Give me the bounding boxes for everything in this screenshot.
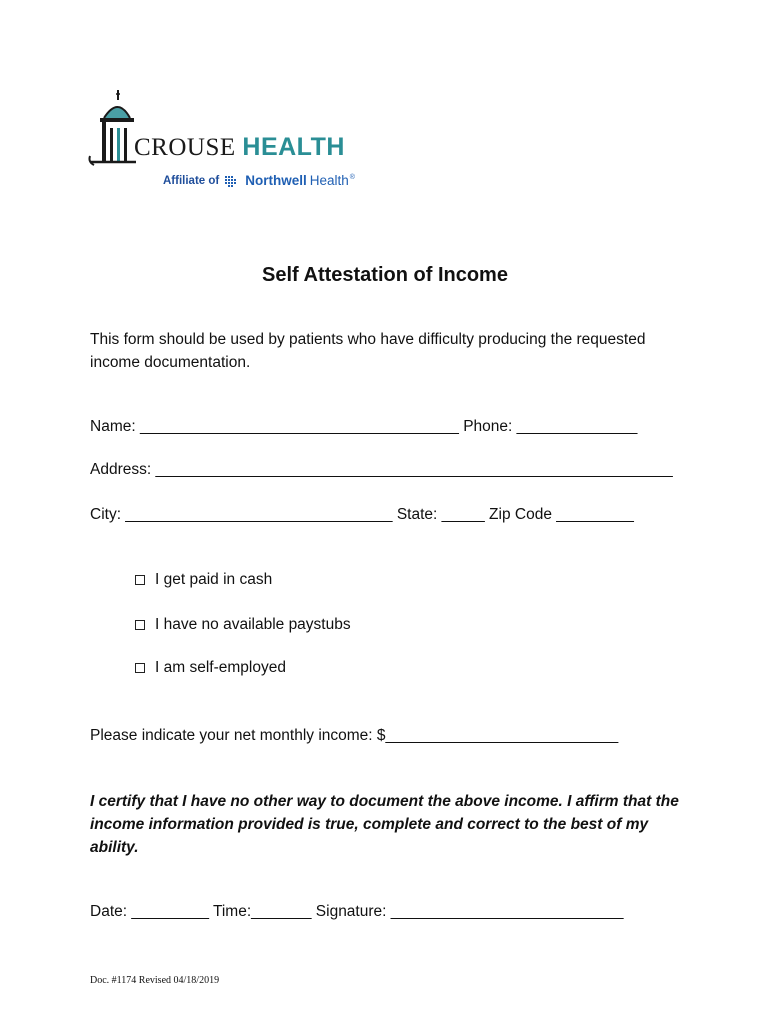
address-field[interactable]: Address: ____________________________________________________________: [90, 461, 673, 478]
brand-health: HEALTH: [242, 133, 345, 161]
form-intro: This form should be used by patients who have difficulty producing the requested income documentation.: [90, 331, 646, 371]
net-monthly-income-field[interactable]: Please indicate your net monthly income: $___________________________: [90, 727, 619, 744]
checkbox[interactable]: [135, 663, 145, 673]
option-label: I am self-employed: [155, 659, 286, 676]
registered-mark: ®: [349, 174, 355, 181]
option-label: I get paid in cash: [155, 571, 273, 588]
date-time-signature-field[interactable]: Date: _________ Time:_______ Signature: ___________________________: [90, 903, 624, 920]
option-self-employed[interactable]: [135, 659, 286, 677]
northwell-grid-icon: [225, 174, 239, 188]
northwell-brand-light: Health: [309, 173, 349, 188]
crouse-building-icon: [86, 88, 138, 170]
form-title: Self Attestation of Income: [262, 264, 508, 286]
checkbox[interactable]: [135, 575, 145, 585]
option-label: I have no available paystubs: [155, 616, 351, 633]
option-paid-in-cash[interactable]: [135, 571, 272, 589]
option-no-paystubs[interactable]: [135, 616, 351, 634]
brand-name: [134, 133, 345, 162]
doc-footer: Doc. #1174 Revised 04/18/2019: [90, 975, 220, 986]
northwell-brand-bold: Northwell: [245, 173, 307, 188]
brand-crouse: CROUSE: [134, 134, 236, 161]
city-state-zip-field[interactable]: City: _______________________________ State: _____ Zip Code _________: [90, 506, 634, 523]
certification-statement: I certify that I have no other way to document the above income. I affirm that the income information provided is true, complete and correct to the best of my ability.: [90, 793, 679, 856]
affiliate-line: [163, 173, 355, 188]
checkbox[interactable]: [135, 620, 145, 630]
name-phone-field[interactable]: Name: _____________________________________ Phone: ______________: [90, 418, 638, 435]
affiliate-label: Affiliate of: [163, 174, 220, 187]
